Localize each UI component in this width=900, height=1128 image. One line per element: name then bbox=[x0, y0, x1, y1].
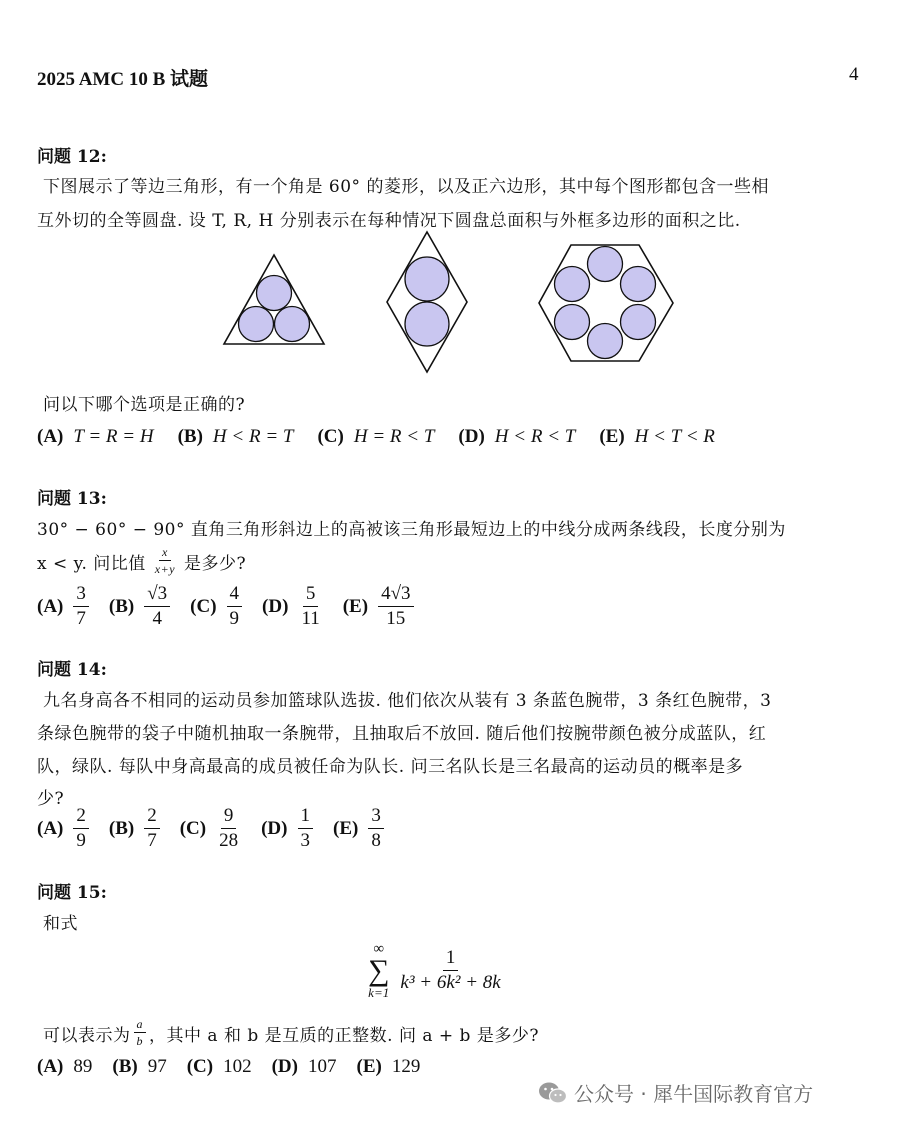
choice-b[interactable]: (B) H < R = T bbox=[177, 426, 294, 447]
problem-12-question: 问以下哪个选项是正确的? bbox=[43, 395, 246, 415]
problem-14-line-4: 少? bbox=[37, 789, 65, 809]
choice-c[interactable]: (C) $\frac{4}{9}$ bbox=[190, 584, 242, 630]
choice-d[interactable]: (D) $\frac{5}{11}$ bbox=[262, 583, 320, 629]
ratio-fraction: $\frac{x}{x+y}$ bbox=[154, 545, 176, 577]
choice-c[interactable]: (C) 102 bbox=[186, 1056, 252, 1077]
problem-12-figure bbox=[215, 225, 685, 380]
choice-e[interactable]: (E) $\frac{3}{8}$ bbox=[333, 806, 384, 852]
summand-fraction: $\frac{1}{\text{k³ + 6k² + 8k}}$ bbox=[400, 947, 501, 993]
watermark bbox=[538, 1078, 813, 1107]
choice-b[interactable]: (B) $\frac{√3}{4}$ bbox=[109, 584, 170, 630]
choice-e[interactable]: (E) 129 bbox=[356, 1056, 421, 1077]
problem-12-line-2: 互外切的全等圆盘. 设 T, R, H 分别表示在每种情况下圆盘总面积与外框多边形的面积之比. bbox=[37, 211, 741, 231]
problem-12-heading: 问题 12: bbox=[37, 147, 107, 167]
problem-15-question: 可以表示为 $\frac{a}{b}$ ，其中 a 和 b 是互质的正整数. 问 a + b 是多少? bbox=[43, 1017, 539, 1049]
choice-c[interactable]: (C) $\frac{9}{28}$ bbox=[179, 805, 239, 851]
choice-a[interactable]: (A) 89 bbox=[37, 1056, 93, 1077]
choice-d[interactable]: (D) $\frac{1}{3}$ bbox=[261, 806, 313, 852]
problem-12-line-1: 下图展示了等边三角形，有一个角是 60° 的菱形，以及正六边形，其中每个图形都包含一些相 bbox=[43, 177, 769, 197]
problem-15-intro: 和式 bbox=[43, 914, 78, 934]
problem-14-line-2: 条绿色腕带的袋子中随机抽取一条腕带，且抽取后不放回. 随后他们按腕带颜色被分成蓝队，红 bbox=[37, 724, 767, 744]
page-number: 4 bbox=[849, 64, 859, 85]
choice-b[interactable]: (B) 97 bbox=[112, 1056, 167, 1077]
summation-formula bbox=[368, 942, 504, 1000]
problem-14-line-1: 九名身高各不相同的运动员参加篮球队选拔. 他们依次从装有 3 条蓝色腕带，3 条红色腕带，3 bbox=[43, 691, 772, 711]
exam-title: 2025 AMC 10 B 试题 bbox=[37, 69, 209, 90]
sigma-operator: ∞ ∑ k=1 bbox=[368, 941, 390, 1000]
wechat-icon bbox=[538, 1080, 568, 1106]
problem-13-heading: 问题 13: bbox=[37, 489, 107, 509]
problem-14-heading: 问题 14: bbox=[37, 660, 107, 680]
choice-e[interactable]: (E) $\frac{4√3}{15}$ bbox=[343, 584, 414, 630]
choice-a[interactable]: (A) $\frac{3}{7}$ bbox=[37, 584, 89, 630]
triangle-figure bbox=[224, 255, 324, 344]
ab-fraction: $\frac{a}{b}$ bbox=[134, 1018, 147, 1048]
problem-14-choices bbox=[37, 806, 384, 852]
problem-15-choices bbox=[37, 1056, 420, 1078]
problem-15-heading: 问题 15: bbox=[37, 883, 107, 903]
problem-13-line-2: x < y. 问比值 $\frac{x}{x+y}$ 是多少? bbox=[37, 545, 247, 577]
choice-e[interactable]: (E) H < T < R bbox=[599, 426, 715, 447]
problem-14-line-3: 队，绿队. 每队中身高最高的成员被任命为队长. 问三名队长是三名最高的运动员的概率是多 bbox=[37, 757, 744, 777]
rhombus-figure bbox=[387, 232, 467, 372]
choice-d[interactable]: (D) 107 bbox=[271, 1056, 337, 1077]
choice-d[interactable]: (D) H < R < T bbox=[458, 426, 576, 447]
choice-c[interactable]: (C) H = R < T bbox=[317, 426, 435, 447]
problem-12-choices bbox=[37, 426, 715, 448]
problem-13-choices bbox=[37, 584, 414, 630]
choice-b[interactable]: (B) $\frac{2}{7}$ bbox=[109, 806, 160, 852]
choice-a[interactable]: (A) T = R = H bbox=[37, 426, 154, 447]
problem-13-line-1: 30° − 60° − 90° 直角三角形斜边上的高被该三角形最短边上的中线分成两条线段，长度分别为 bbox=[37, 520, 786, 540]
watermark-text: 公众号 · 犀牛国际教育官方 bbox=[574, 1082, 814, 1106]
hexagon-figure bbox=[539, 245, 673, 361]
choice-a[interactable]: (A) $\frac{2}{9}$ bbox=[37, 806, 89, 852]
